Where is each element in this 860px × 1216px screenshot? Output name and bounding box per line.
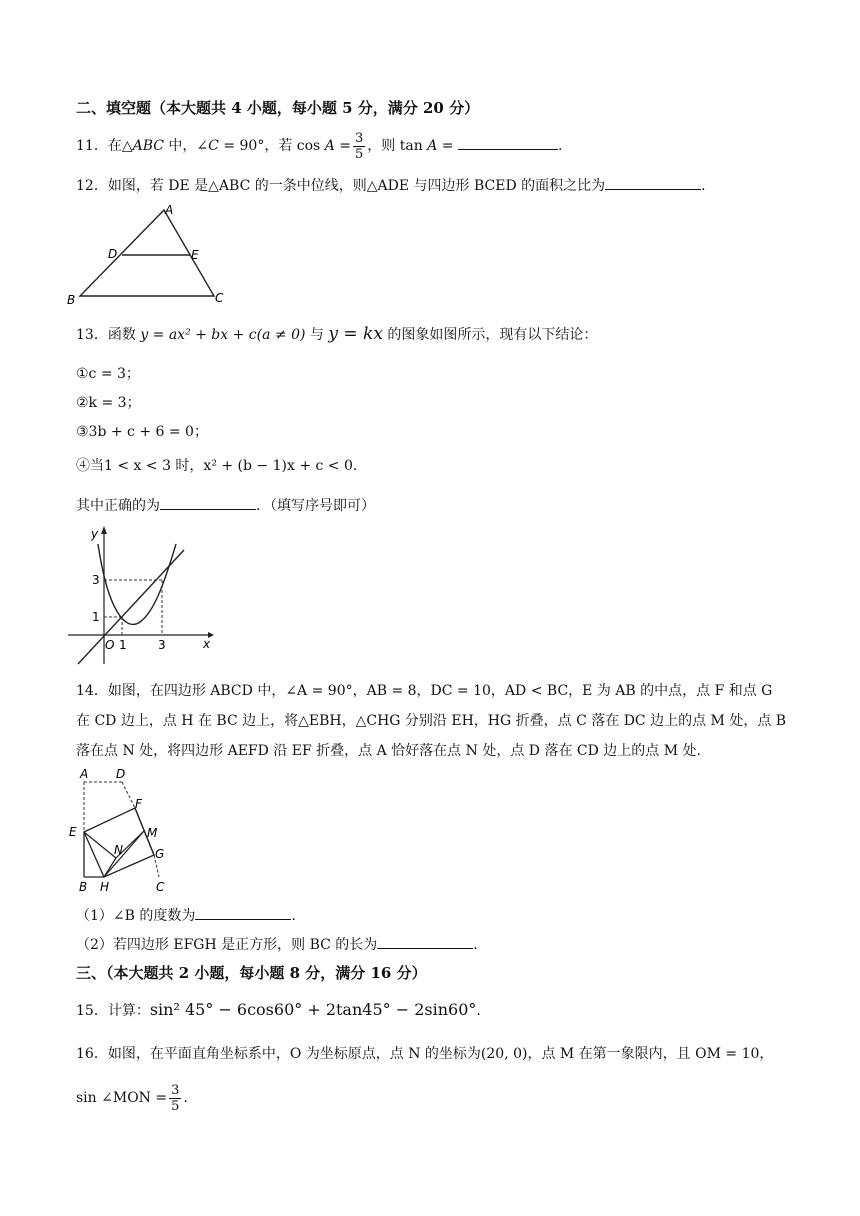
q13-text: 与 [305,327,329,343]
q12-triangle-figure [62,198,242,310]
q11-eq: = [437,138,454,154]
question-16 [76,1043,773,1063]
q16-fraction [169,1083,181,1114]
section-2-title: 二、填空题（本大题共 4 小题，每小题 5 分，满分 20 分） [76,99,480,117]
q15-number: 15． [76,1003,108,1019]
segment-hm [104,831,144,877]
q14-number: 14． [76,683,108,699]
q16-text: 如图，在平面直角坐标系中，O 为坐标原点，点 N 的坐标为(20, 0)，点 M 在第一象限内，且 OM = 10， [107,1046,774,1062]
q13-conclusion-3: ③3b + c + 6 = 0； [76,424,208,440]
q15-end: . [476,1003,481,1019]
q11-fraction [353,131,365,162]
q13-answer-line [76,495,375,515]
q11-c: C [208,138,219,154]
q11-number: 11． [76,138,108,154]
q11-text: ，则 tan [367,138,428,154]
q13-answer-note: ．（填写序号即可） [256,498,375,514]
label-x: x [203,637,211,651]
label-g: G [155,847,165,861]
q11-answer-blank[interactable] [458,137,558,150]
label-d: D [108,247,118,261]
q11-eq: = [334,138,352,154]
q14-quadrilateral-figure [64,764,174,898]
q13-answer-blank[interactable] [160,497,256,510]
q14-line-3: 落在点 N 处，将四边形 AEFD 沿 EF 折叠，点 A 恰好落在点 N 处，点 D 落在 CD 边上的点 M 处. [76,743,701,759]
q14-line-1 [76,676,796,706]
q13-text: 的图象如图所示，现有以下结论： [382,327,598,343]
line-y-kx [78,550,184,664]
label-y-3: 3 [92,573,100,587]
label-a: A [80,767,89,781]
label-h: H [100,880,110,894]
fraction-denominator: 5 [355,146,364,162]
q11-text: 在△ [107,138,133,154]
q14-line-2: 在 CD 边上，点 H 在 BC 边上，将△EBH，△CHG 分别沿 EH，HG 折叠，点 C 落在 DC 边上的点 M 处，点 B [76,713,787,729]
fraction-denominator: 5 [171,1098,180,1114]
q11-a: A [324,138,335,154]
q14-subquestion-2 [76,934,478,954]
q12-number: 12． [76,178,108,194]
q12-end: . [701,178,706,194]
q14-s2-answer-blank[interactable] [377,936,473,949]
q14-text: 如图，在四边形 ABCD 中，∠A = 90°，AB = 8，DC = 10，AD < BC，E 为 AB 的中点，点 F 和点 G [107,683,773,699]
q12-text: 如图，若 DE 是△ABC 的一条中位线，则△ADE 与四边形 BCED 的面积之比为 [107,178,606,194]
q13-conclusion-4: ④当1 < x < 3 时，x² + (b − 1)x + c < 0． [76,458,367,474]
q11-end: . [557,138,563,154]
q15-expression: sin² 45° − 6cos60° + 2tan45° − 2sin60° [149,1000,477,1019]
q16-end: . [183,1090,188,1106]
q16-sine-line [76,1075,188,1121]
question-11 [76,126,562,166]
label-c: C [156,880,165,894]
label-b: B [67,293,76,307]
q13-function-2: y = kx [328,324,383,344]
q14-subquestion-1 [76,905,296,925]
question-15 [76,1000,481,1020]
q14-s2-text: （2）若四边形 EFGH 是正方形，则 BC 的长为 [76,937,378,953]
q14-s2-end: . [473,937,478,953]
q13-conclusion-2: ②k = 3； [76,395,141,411]
label-a: A [165,203,174,217]
label-y: y [91,527,99,541]
question-14 [76,676,796,766]
q16-number: 16． [76,1046,108,1062]
question-12 [76,175,706,195]
label-d: D [116,767,126,781]
q14-s1-answer-blank[interactable] [195,907,291,920]
label-y-1: 1 [92,610,100,624]
q13-number: 13． [76,327,108,343]
section-3-title: 三、（本大题共 2 小题，每小题 8 分，满分 16 分） [76,964,427,982]
q13-graph-figure [64,522,214,670]
q13-conclusion-1: ①c = 3； [76,366,140,382]
parabola [98,544,176,624]
label-e: E [69,825,77,839]
q12-answer-blank[interactable] [605,177,701,190]
q11-text: = 90°，若 cos [218,138,325,154]
label-m: M [147,826,158,840]
q13-answer-prompt: 其中正确的为 [76,498,160,514]
label-b: B [79,880,88,894]
label-x-3: 3 [158,638,166,652]
label-f: F [135,797,142,811]
q13-text: 函数 [107,327,141,343]
segment-df [122,782,135,808]
label-n: N [114,843,123,857]
label-c: C [215,291,224,305]
label-x-1: 1 [119,638,127,652]
q14-s1-text: （1）∠B 的度数为 [76,908,196,924]
q14-s1-end: . [291,908,296,924]
label-origin: O [105,638,115,652]
q13-function: y = ax² + bx + c(a ≠ 0) [140,327,306,343]
fraction-numerator: 3 [355,130,364,146]
y-axis-arrow [101,526,107,534]
q15-text: 计算： [107,1003,150,1019]
q16-sin: sin ∠MON = [76,1090,168,1106]
segment-en [84,832,116,858]
q11-text: 中，∠ [163,138,209,154]
label-e: E [191,248,199,262]
q11-abc: ABC [132,138,164,154]
q11-a: A [427,138,438,154]
fraction-numerator: 3 [171,1082,180,1098]
question-13 [76,324,597,344]
